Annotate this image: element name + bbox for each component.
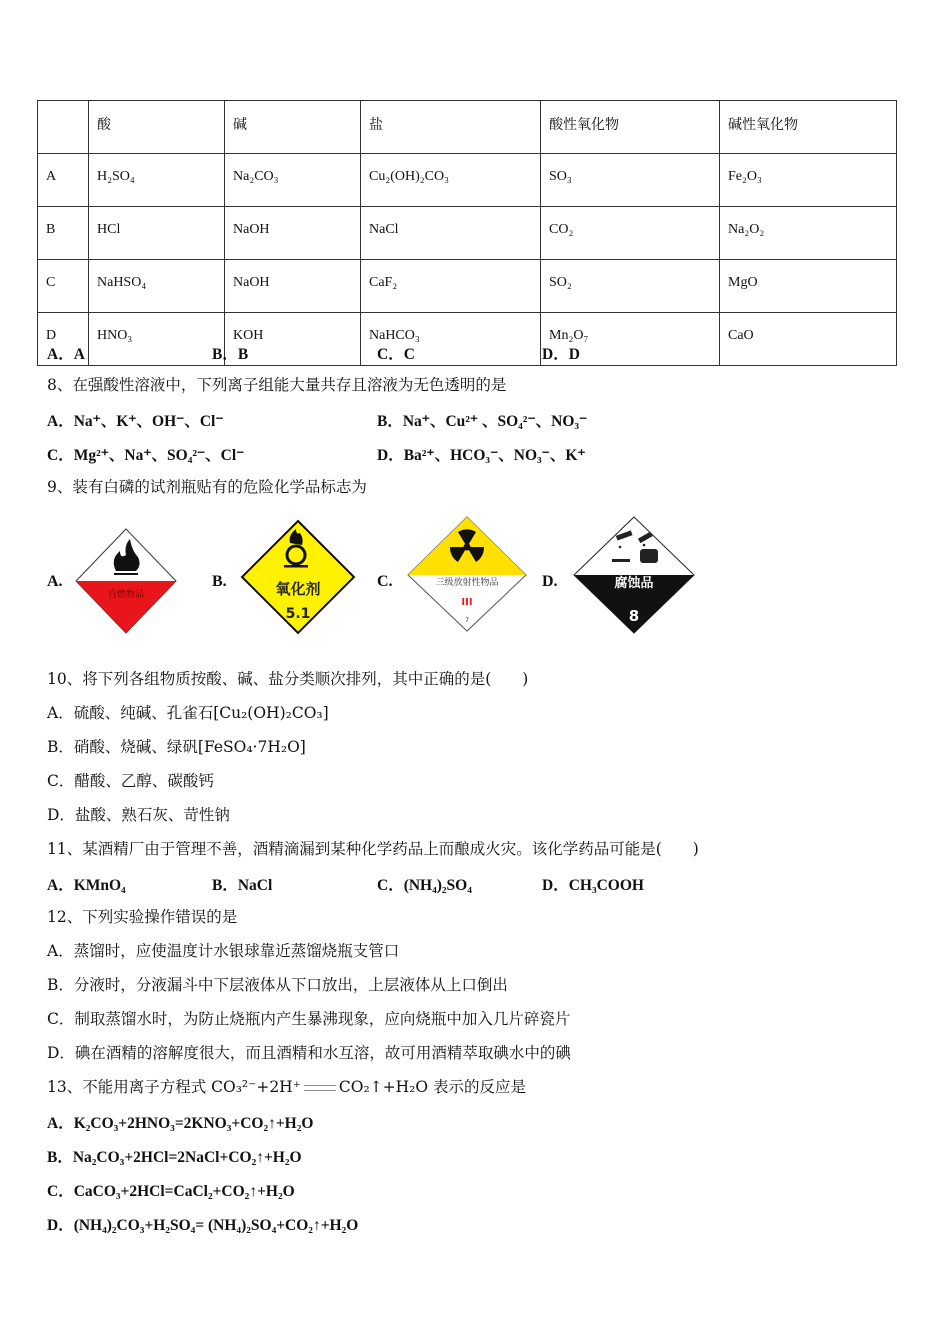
q13-option-c: C．CaCO₃+2HCl=CaCl₂+CO₂↑+H₂O xyxy=(47,1183,295,1200)
q10-option-b: B．硝酸、烧碱、绿矾[FeSO₄·7H₂O] xyxy=(47,738,306,756)
table-cell xyxy=(38,101,89,154)
q11-option-a: A．KMnO₄ xyxy=(47,877,126,894)
row-label: B xyxy=(38,207,89,260)
table-cell: Na₂O₂ xyxy=(720,207,897,260)
table-header: 酸性氧化物 xyxy=(541,101,720,154)
equals-sign xyxy=(304,1085,336,1091)
row-label: C xyxy=(38,260,89,313)
table-header: 碱性氧化物 xyxy=(720,101,897,154)
q8-option-b: B．Na⁺、Cu²⁺ 、SO₄²⁻、NO₃⁻ xyxy=(377,413,588,430)
table-header: 盐 xyxy=(361,101,541,154)
table-cell: MgO xyxy=(720,260,897,313)
q10-stem: 10、将下列各组物质按酸、碱、盐分类顺次排列，其中正确的是( ) xyxy=(47,670,529,688)
q12-option-c: C．制取蒸馏水时，为防止烧瓶内产生暴沸现象，应向烧瓶中加入几片碎瓷片 xyxy=(47,1010,571,1028)
sign-text: 腐蚀品 xyxy=(614,576,654,591)
table-cell: SO₃ xyxy=(541,154,720,207)
q13-stem xyxy=(47,1077,526,1097)
table-header: 碱 xyxy=(225,101,361,154)
table-header-row xyxy=(38,101,897,154)
q7-option-d: D．D xyxy=(542,346,580,363)
table-header: 酸 xyxy=(89,101,225,154)
q8-option-a: A．Na⁺、K⁺、OH⁻、Cl⁻ xyxy=(47,413,224,430)
q8-option-c: C．Mg²⁺、Na⁺、SO₄²⁻、Cl⁻ xyxy=(47,447,245,464)
q9-label-c: C. xyxy=(377,573,393,590)
table-cell: KOH xyxy=(225,313,361,366)
sign-text: 自燃物品 xyxy=(107,590,145,600)
q12-stem: 12、下列实验操作错误的是 xyxy=(47,908,238,926)
q12-option-a: A．蒸馏时，应使温度计水银球靠近蒸馏烧瓶支管口 xyxy=(47,942,400,960)
table-cell: HCl xyxy=(89,207,225,260)
radioactive-sign xyxy=(406,515,528,635)
table-cell: SO₂ xyxy=(541,260,720,313)
corrosive-sign xyxy=(572,515,696,635)
q9-label-b: B. xyxy=(212,573,227,590)
q11-option-c: C．(NH₄)₂SO₄ xyxy=(377,877,472,894)
table-cell: NaOH xyxy=(225,260,361,313)
table-row xyxy=(38,154,897,207)
q13-option-a: A．K₂CO₃+2HNO₃=2KNO₃+CO₂↑+H₂O xyxy=(47,1115,314,1132)
sign-text: 三级放射性物品 xyxy=(435,578,499,588)
sign-text: 氧化剂 xyxy=(275,580,321,598)
table-cell: NaCl xyxy=(361,207,541,260)
table-cell: Na₂CO₃ xyxy=(225,154,361,207)
oxidizer-sign xyxy=(240,515,356,635)
q9-label-a: A. xyxy=(47,573,63,590)
q8-stem: 8、在强酸性溶液中，下列离子组能大量共存且溶液为无色透明的是 xyxy=(47,376,507,394)
spontaneous-combustion-sign xyxy=(74,515,178,635)
table-cell: Mn₂O₇ xyxy=(541,313,720,366)
sign-number: 5.1 xyxy=(285,606,311,622)
classification-table xyxy=(37,100,897,366)
q11-stem: 11、某酒精厂由于管理不善，酒精滴漏到某种化学药品上而酿成火灾。该化学药品可能是( ) xyxy=(47,840,699,858)
table-cell: Fe₂O₃ xyxy=(720,154,897,207)
sign-grade: III xyxy=(461,597,473,608)
sign-number: 8 xyxy=(628,607,640,625)
q13-stem-pre: 13、不能用离子方程式 CO₃²⁻+2H⁺ xyxy=(47,1078,301,1096)
table-cell: CO₂ xyxy=(541,207,720,260)
q13-option-b: B．Na₂CO₃+2HCl=2NaCl+CO₂↑+H₂O xyxy=(47,1149,302,1166)
row-label: D xyxy=(38,313,89,366)
table-cell: NaOH xyxy=(225,207,361,260)
q10-option-c: C．醋酸、乙醇、碳酸钙 xyxy=(47,772,214,790)
table-cell: Cu₂(OH)₂CO₃ xyxy=(361,154,541,207)
table-row xyxy=(38,313,897,366)
q7-option-a: A．A xyxy=(47,346,85,363)
table-cell: NaHCO₃ xyxy=(361,313,541,366)
q13-option-d: D．(NH₄)₂CO₃+H₂SO₄= (NH₄)₂SO₄+CO₂↑+H₂O xyxy=(47,1217,359,1234)
table-cell: CaF₂ xyxy=(361,260,541,313)
q9-stem: 9、装有白磷的试剂瓶贴有的危险化学品标志为 xyxy=(47,478,367,496)
table-row xyxy=(38,260,897,313)
q13-stem-post: CO₂↑+H₂O 表示的反应是 xyxy=(338,1078,526,1096)
q12-option-d: D．碘在酒精的溶解度很大，而且酒精和水互溶，故可用酒精萃取碘水中的碘 xyxy=(47,1044,571,1062)
q7-option-b: B．B xyxy=(212,346,249,363)
table-cell: NaHSO₄ xyxy=(89,260,225,313)
q8-option-d: D．Ba²⁺、HCO₃⁻、NO₃⁻、K⁺ xyxy=(377,447,586,464)
q12-option-b: B．分液时，分液漏斗中下层液体从下口放出，上层液体从上口倒出 xyxy=(47,976,508,994)
table-cell: H₂SO₄ xyxy=(89,154,225,207)
q7-option-c: C．C xyxy=(377,346,415,363)
q10-option-a: A．硫酸、纯碱、孔雀石[Cu₂(OH)₂CO₃] xyxy=(47,704,329,722)
q9-label-d: D. xyxy=(542,573,558,590)
table-cell: HNO₃ xyxy=(89,313,225,366)
q11-option-d: D．CH₃COOH xyxy=(542,877,644,894)
table-row xyxy=(38,207,897,260)
q10-option-d: D．盐酸、熟石灰、苛性钠 xyxy=(47,806,230,824)
sign-number: 7 xyxy=(465,617,469,624)
table-cell: CaO xyxy=(720,313,897,366)
q11-option-b: B．NaCl xyxy=(212,877,273,894)
row-label: A xyxy=(38,154,89,207)
